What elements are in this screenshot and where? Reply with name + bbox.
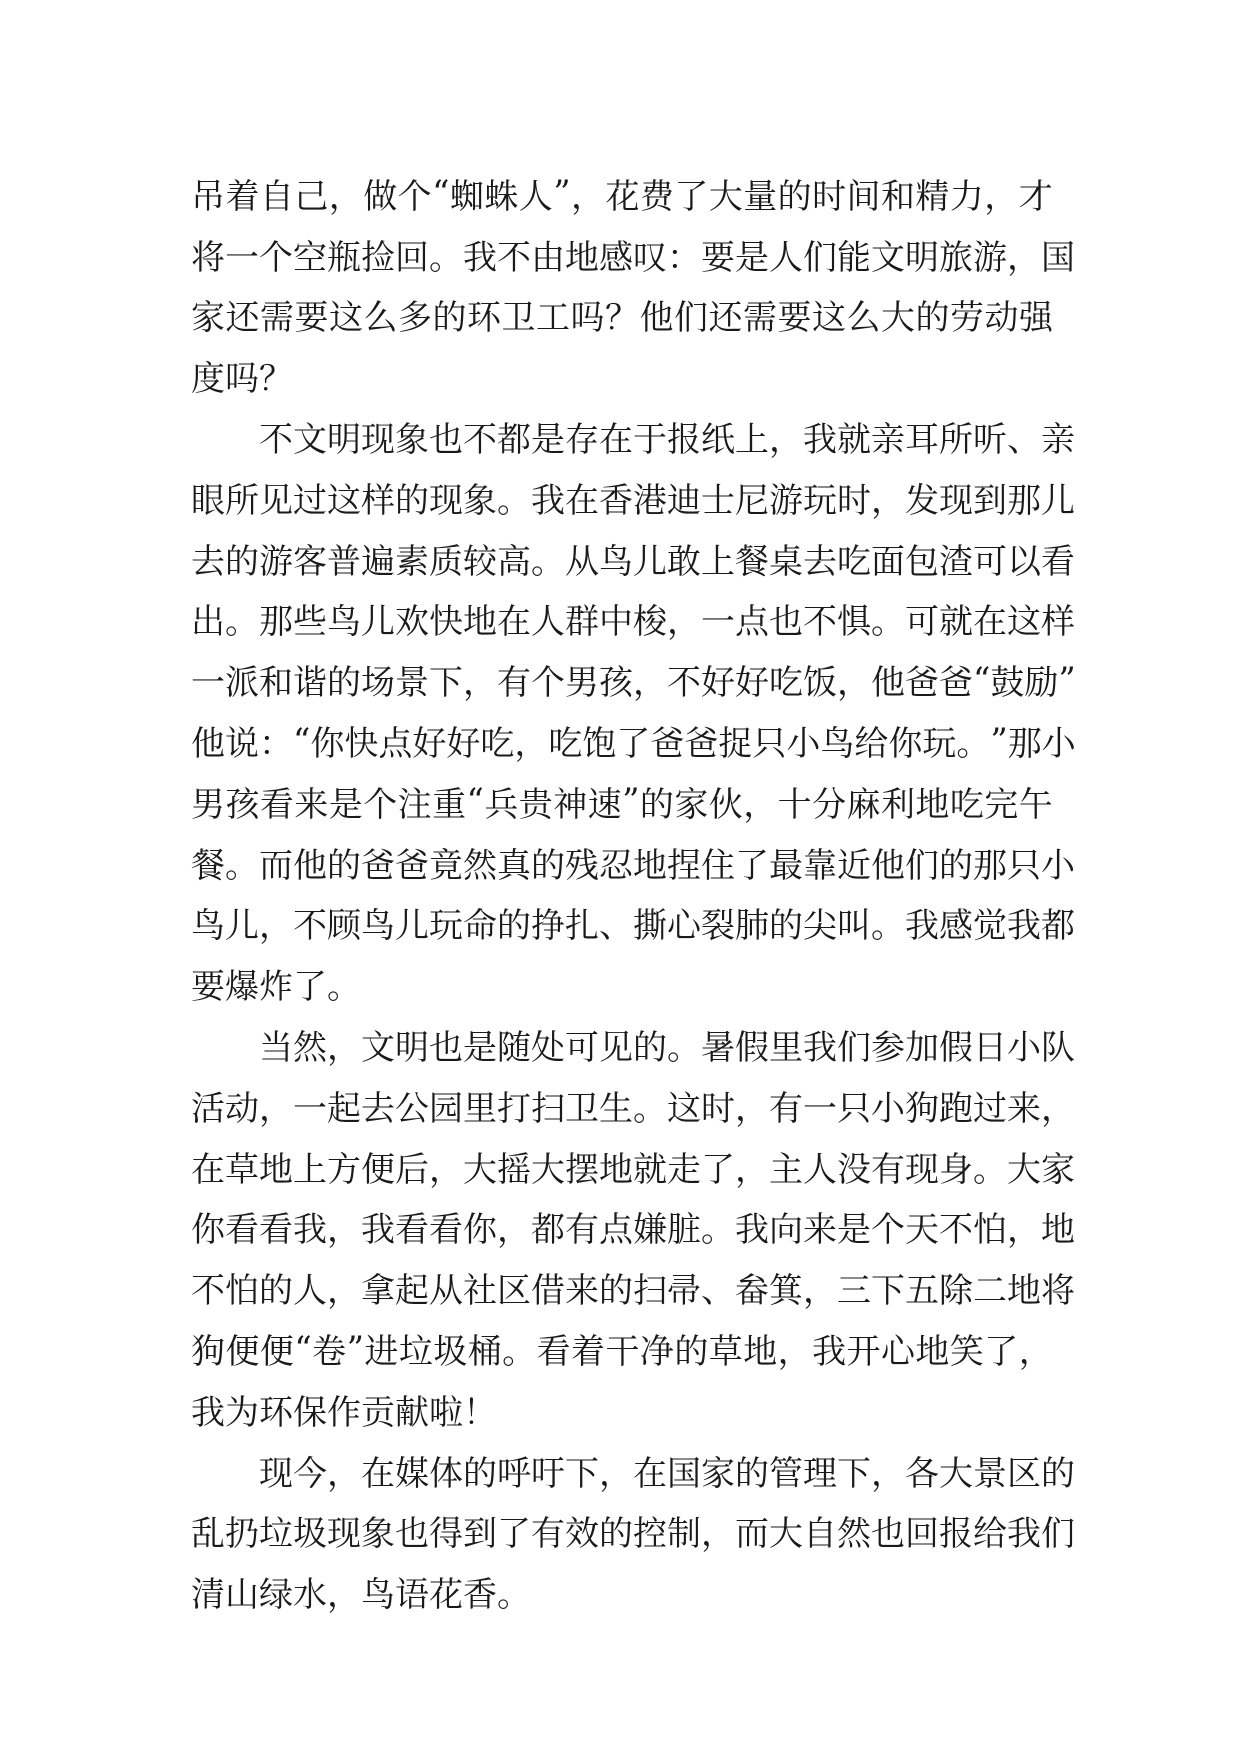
text-line: 一 派 和 谐 的 场 景 下 ， 有 个 男 孩 ， 不 好 好 吃 饭 ， 他 爸 爸 “ 鼓 励 ” bbox=[191, 659, 1076, 704]
text-line: 当 然 ， 文 明 也 是 随 处 可 见 的 。 暑 假 里 我 们 参 加 假 日 小 队 bbox=[259, 1028, 1075, 1069]
text-line: 我为环保作贡献啦！ bbox=[191, 1392, 497, 1433]
text-line: 要爆炸了。 bbox=[191, 967, 361, 1008]
text-line: 眼 所 见 过 这 样 的 现 象 。 我 在 香 港 迪 士 尼 游 玩 时 ， 发 现 到 那 儿 bbox=[191, 480, 1075, 521]
text-line: 去 的 游 客 普 遍 素 质 较 高 。 从 鸟 儿 敢 上 餐 桌 去 吃 面 包 渣 可 以 看 bbox=[191, 541, 1075, 582]
essay-body bbox=[191, 163, 1076, 1622]
text-line: 度吗？ bbox=[191, 359, 293, 400]
text-line: 现 今 ， 在 媒 体 的 呼 吁 下 ， 在 国 家 的 管 理 下 ， 各 大 景 区 的 bbox=[259, 1453, 1075, 1494]
text-line: 家 还 需 要 这 么 多 的 环 卫 工 吗 ？ 他 们 还 需 要 这 么 大 的 劳 动 强 bbox=[191, 298, 1053, 339]
text-line: 不 文 明 现 象 也 不 都 是 存 在 于 报 纸 上 ， 我 就 亲 耳 所 听 、 亲 bbox=[259, 420, 1075, 461]
text-line: 将 一 个 空 瓶 捡 回 。 我 不 由 地 感 叹 ： 要 是 人 们 能 文 明 旅 游 ， 国 bbox=[191, 237, 1075, 278]
text-line: 清山绿水，鸟语花香。 bbox=[191, 1575, 531, 1616]
text-line: 吊 着 自 己 ， 做 个 “ 蜘 蛛 人 ” ， 花 费 了 大 量 的 时 间 和 精 力 ， 才 bbox=[191, 173, 1053, 217]
text-line: 他 说 ： “ 你 快 点 好 好 吃 ， 吃 饱 了 爸 爸 捉 只 小 鸟 给 你 玩 。 ” 那 小 bbox=[191, 720, 1076, 765]
text-line: 在 草 地 上 方 便 后 ， 大 摇 大 摆 地 就 走 了 ， 主 人 没 有 现 身 。 大 家 bbox=[191, 1149, 1075, 1190]
text-line: 狗 便 便 “ 卷 ” 进 垃 圾 桶 。 看 着 干 净 的 草 地 ， 我 开 心 地 笑 了 ， bbox=[191, 1328, 1053, 1373]
text-line: 鸟 儿 ， 不 顾 鸟 儿 玩 命 的 挣 扎 、 撕 心 裂 肺 的 尖 叫 。 我 感 觉 我 都 bbox=[191, 906, 1075, 947]
text-line: 你 看 看 我 ， 我 看 看 你 ， 都 有 点 嫌 脏 。 我 向 来 是 个 天 不 怕 ， 地 bbox=[191, 1210, 1075, 1251]
text-line: 餐 。 而 他 的 爸 爸 竟 然 真 的 残 忍 地 捏 住 了 最 靠 近 他 们 的 那 只 小 bbox=[191, 845, 1075, 886]
text-line: 乱 扔 垃 圾 现 象 也 得 到 了 有 效 的 控 制 ， 而 大 自 然 也 回 报 给 我 们 bbox=[191, 1514, 1075, 1555]
text-line: 不 怕 的 人 ， 拿 起 从 社 区 借 来 的 扫 帚 、 畚 箕 ， 三 下 五 除 二 地 将 bbox=[191, 1271, 1075, 1312]
text-line: 男 孩 看 来 是 个 注 重 “ 兵 贵 神 速 ” 的 家 伙 ， 十 分 麻 利 地 吃 完 午 bbox=[191, 781, 1053, 825]
text-line: 活 动 ， 一 起 去 公 园 里 打 扫 卫 生 。 这 时 ， 有 一 只 小 狗 跑 过 来 ， bbox=[191, 1088, 1075, 1129]
text-line: 出 。 那 些 鸟 儿 欢 快 地 在 人 群 中 梭 ， 一 点 也 不 惧 。 可 就 在 这 样 bbox=[191, 602, 1075, 643]
